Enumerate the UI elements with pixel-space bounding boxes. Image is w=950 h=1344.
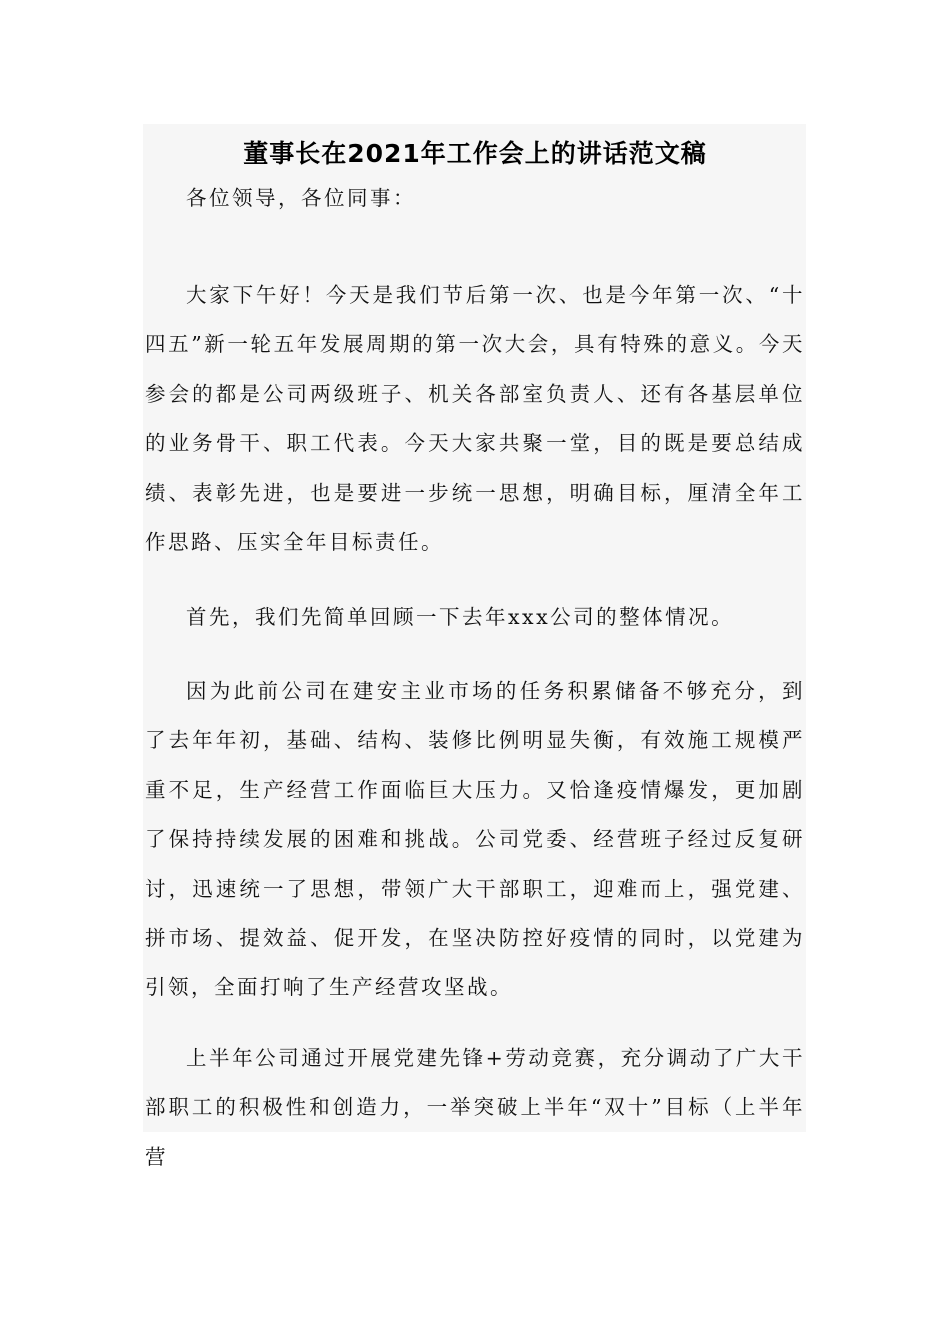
body-paragraph-3: 因为此前公司在建安主业市场的任务积累储备不够充分，到了去年年初，基础、结构、装修比例明显失衡，有效施工规模严重不足，生产经营工作面临巨大压力。又恰逢疫情爆发，更加剧了保持持续发展的困难和挑战。公司党委、经营班子经过反复研讨，迅速统一了思想，带领广大干部职工，迎难而上，强党建、拼市场、提效益、促开发，在坚决防控好疫情的同时，以党建为引领，全面打响了生产经营攻坚战。 bbox=[145, 679, 805, 1000]
body-paragraph-1: 大家下午好！今天是我们节后第一次、也是今年第一次、“十四五”新一轮五年发展周期的第一次大会，具有特殊的意义。今天参会的都是公司两级班子、机关各部室负责人、还有各基层单位的业务骨干、职工代表。今天大家共聚一堂，目的既是要总结成绩、表彰先进，也是要进一步统一思想，明确目标，厘清全年工作思路、压实全年目标责任。 bbox=[145, 283, 805, 555]
document-title: 董事长在2021年工作会上的讲话范文稿 bbox=[243, 139, 707, 168]
greeting-paragraph: 各位领导，各位同事： bbox=[186, 186, 416, 210]
body-paragraph-4: 上半年公司通过开展党建先锋+劳动竞赛，充分调动了广大干部职工的积极性和创造力，一举突破上半年“双十”目标（上半年营 bbox=[145, 1046, 805, 1169]
body-paragraph-2: 首先，我们先简单回顾一下去年xxx公司的整体情况。 bbox=[186, 605, 735, 629]
